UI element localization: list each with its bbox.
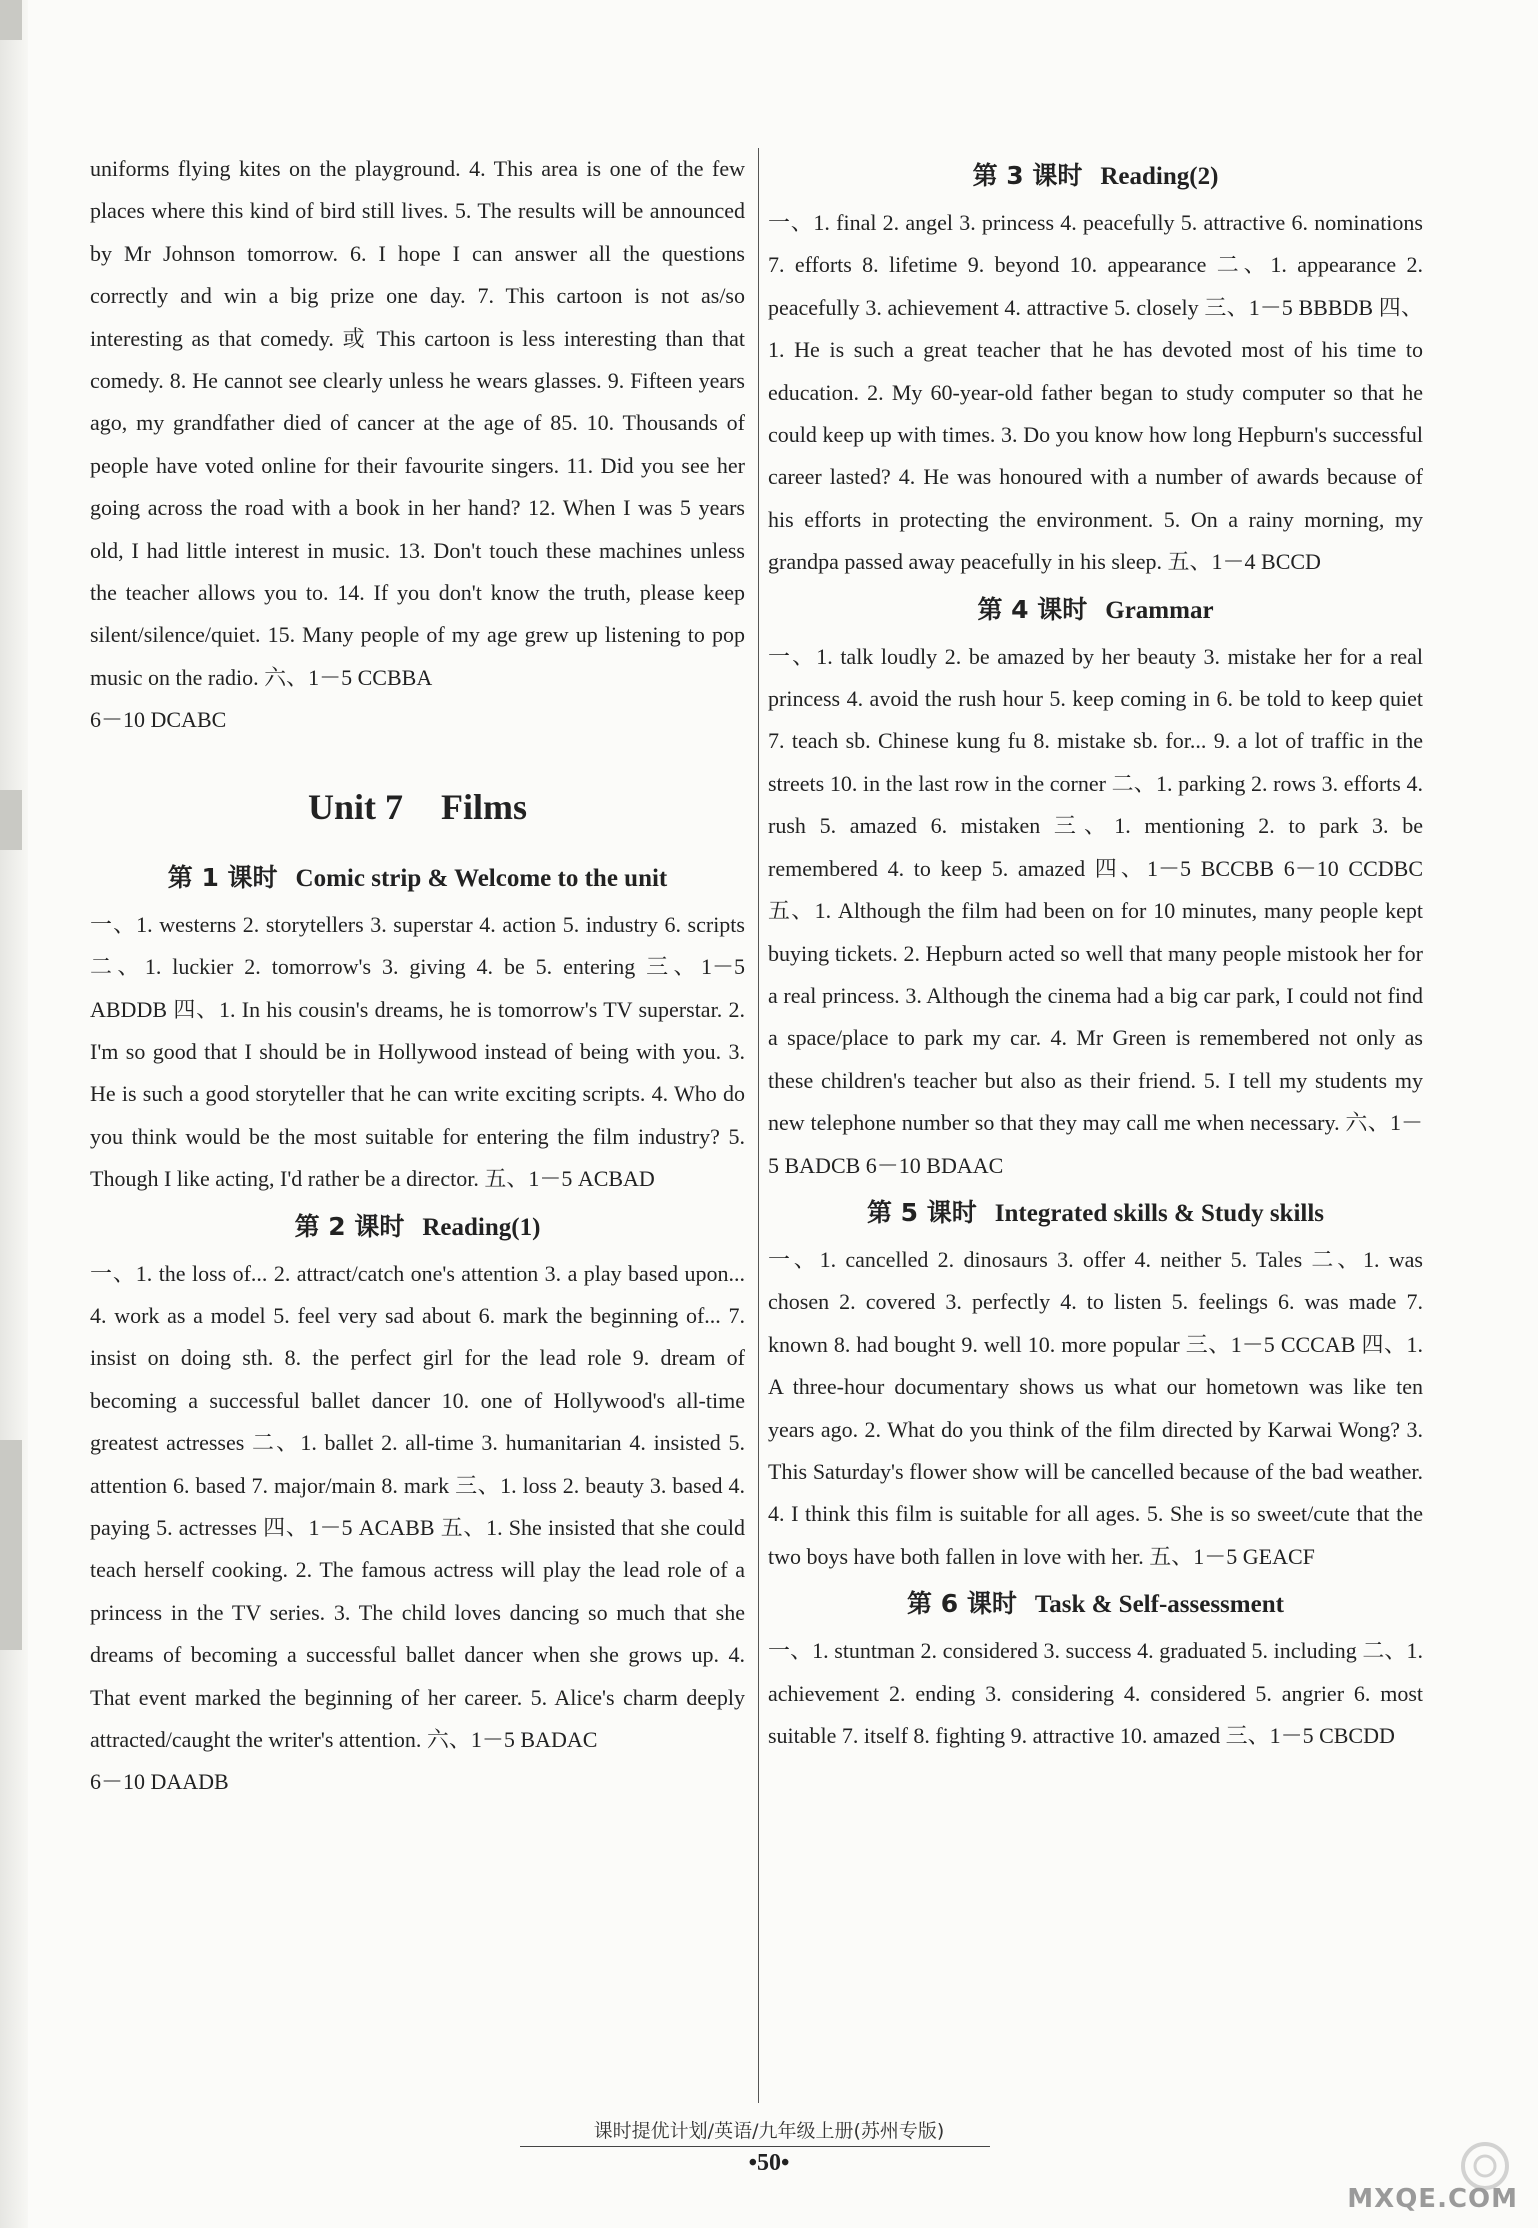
footer-rule [520, 2146, 990, 2147]
lesson-label: 第 6 课时 [907, 1589, 1017, 1619]
lesson-title: Reading(1) [422, 1213, 541, 1241]
lesson-label: 第 1 课时 [167, 862, 278, 892]
lesson-4-heading [768, 584, 1423, 636]
lesson-4-answers: 一、1. talk loudly 2. be amazed by her beauty 3. mistake her for a real princess 4. avoid the rush hour 5. keep coming in 6. be told to keep quiet 7. teach sb. Chinese kung fu 8. mistake sb. for... 9. a lot of traffic in the streets 10. in the last row in the corner 二、1. parking 2. rows 3. efforts 4. rush 5. amazed 6. mistaken 三、1. mentioning 2. to park 3. be remembered 4. to keep 5. amazed 四、1－5 BCCBB 6－10 CCDBC 五、1. Although the film had been on for 10 minutes, many people kept buying tickets. 2. Hepburn acted so well that many people mistook her for a real princess. 3. Although the cinema had a big car park, I could not find a space/place to park my car. 4. Mr Green is remembered not only as these children's teacher but also as their friend. 5. I tell my students my new telephone number so that they may call me when necessary. 六、1－5 BADCB 6－10 BDAAC [768, 643, 1423, 1178]
lesson-6-heading [768, 1578, 1423, 1630]
lesson-2-answers: 一、1. the loss of... 2. attract/catch one's attention 3. a play based upon... 4. work as a model 5. feel very sad about 6. mark the beginning of... 7. insist on doing sth. 8. the perfect girl for the lead role 9. dream of becoming a successful ballet dancer 10. one of Hollywood's all-time greatest actresses 二、1. ballet 2. all-time 3. humanitarian 4. insisted 5. attention 6. based 7. major/main 8. mark 三、1. loss 2. beauty 3. based 4. paying 5. actresses 四、1－5 ACABB 五、1. She insisted that she could teach herself cooking. 2. The famous actress will play the lead role of a princess in the TV series. 3. The child loves dancing so much that she dreams of becoming a successful ballet dancer when she grows up. 4. That event marked the beginning of her career. 5. Alice's charm deeply attracted/caught the writer's attention. 六、1－5 BADAC [90, 1260, 745, 1752]
unit-title: Films [441, 786, 527, 827]
lesson-title: Integrated skills & Study skills [994, 1199, 1325, 1227]
scan-edge [0, 0, 28, 2228]
intro-paragraph: uniforms flying kites on the playground. 4. This area is one of the few places where this kind of bird still lives. 5. The results will be announced by Mr Johnson tomorrow. 6. I hope I can answer all the questions correctly and win a big prize one day. 7. This cartoon is not as/so interesting as that comedy. 或 This cartoon is less interesting than that comedy. 8. He cannot see clearly unless he wears glasses. 9. Fifteen years ago, my grandfather died of cancer at the age of 85. 10. Thousands of people have voted online for their favourite singers. 11. Did you see her going across the road with a book in her hand? 12. When I was 5 years old, I had little interest in music. 13. Don't touch these machines unless the teacher allows you to. 14. If you don't know the truth, please keep silent/silence/quiet. 15. Many people of my age grew up listening to pop music on the radio. 六、1－5 CCBBA [90, 156, 745, 690]
lesson-label: 第 4 课时 [977, 594, 1088, 624]
unit-number: Unit 7 [307, 786, 403, 827]
page-number: •50• [748, 2150, 790, 2176]
intro-tail: 6－10 DCABC [90, 707, 227, 733]
lesson-title: Comic strip & Welcome to the unit [295, 864, 668, 892]
unit-heading [90, 780, 745, 834]
scan-mark [0, 790, 22, 850]
lesson-3-answers: 一、1. final 2. angel 3. princess 4. peacefully 5. attractive 6. nominations 7. efforts 8. lifetime 9. beyond 10. appearance 二、1. appearance 2. peacefully 3. achievement 4. attractive 5. closely 三、1－5 BBBDB 四、1. He is such a great teacher that he has devoted most of his time to education. 2. My 60-year-old father began to study computer so that he could keep up with times. 3. Do you know how long Hepburn's successful career lasted? 4. He was honoured with a number of awards because of his efforts in protecting the environment. 5. On a rainy morning, my grandpa passed away peacefully in his sleep. 五、1－4 BCCD [768, 210, 1423, 575]
right-column [768, 150, 1423, 1757]
lesson-5-heading [768, 1187, 1423, 1239]
lesson-title: Task & Self-assessment [1034, 1591, 1284, 1619]
lesson-title: Grammar [1105, 596, 1214, 624]
lesson-2-heading [90, 1201, 745, 1253]
lesson-label: 第 2 课时 [294, 1211, 405, 1241]
footer-book-title: 课时提优计划/英语/九年级上册(苏州专版) [593, 2120, 945, 2142]
left-column [90, 148, 745, 1804]
scan-mark [0, 1440, 22, 1650]
lesson-label: 第 3 课时 [972, 161, 1083, 190]
lesson-3-heading [768, 150, 1423, 202]
lesson-label: 第 5 课时 [866, 1197, 977, 1227]
lesson-title: Reading(2) [1100, 163, 1219, 190]
lesson-2-tail: 6－10 DAADB [90, 1769, 229, 1795]
column-divider [758, 148, 759, 2103]
lesson-1-answers: 一、1. westerns 2. storytellers 3. superstar 4. action 5. industry 6. scripts 二、1. luckier 2. tomorrow's 3. giving 4. be 5. entering 三、1－5 ABDDB 四、1. In his cousin's dreams, he is tomorrow's TV superstar. 2. I'm so good that I should be in Hollywood instead of being with you. 3. He is such a good storyteller that he can write exciting scripts. 4. Who do you think would be the most suitable for entering the film industry? 5. Though I like acting, I'd rather be a director. 五、1－5 ACBAD [90, 911, 745, 1192]
lesson-6-answers: 一、1. stuntman 2. considered 3. success 4. graduated 5. including 二、1. achievement 2. ending 3. considering 4. considered 5. angrier 6. most suitable 7. itself 8. fighting 9. attractive 10. amazed 三、1－5 CBCDD [768, 1638, 1423, 1748]
watermark-text: MXQE.COM [1347, 2184, 1518, 2214]
lesson-5-answers: 一、1. cancelled 2. dinosaurs 3. offer 4. neither 5. Tales 二、1. was chosen 2. covered 3. perfectly 4. to listen 5. feelings 6. was made 7. known 8. had bought 9. well 10. more popular 三、1－5 CCCAB 四、1. A three-hour documentary shows us what our hometown was like ten years ago. 2. What do you think of the film directed by Karwai Wong? 3. This Saturday's flower show will be cancelled because of the bad weather. 4. I think this film is suitable for all ages. 5. She is so sweet/cute that the two boys have both fallen in love with her. 五、1－5 GEACF [768, 1246, 1423, 1569]
scan-mark [0, 0, 22, 40]
lesson-1-heading [90, 852, 745, 904]
